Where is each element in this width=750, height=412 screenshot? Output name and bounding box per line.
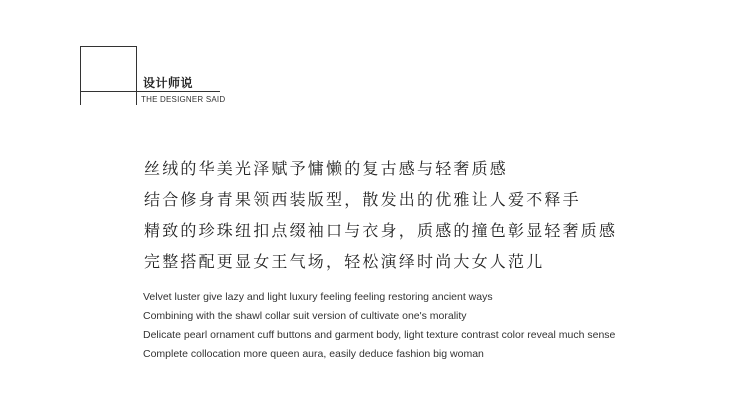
description-cn-line: 丝绒的华美光泽赋予慵懒的复古感与轻奢质感 bbox=[144, 159, 509, 178]
description-en-line: Velvet luster give lazy and light luxury feeling feeling restoring ancient ways bbox=[143, 291, 493, 303]
description-en-list bbox=[143, 288, 615, 364]
description-cn-line: 完整搭配更显女王气场，轻松演绎时尚大女人范儿 bbox=[144, 252, 545, 271]
heading-title-en: THE DESIGNER SAID bbox=[141, 95, 226, 104]
heading-title-cn: 设计师说 bbox=[143, 76, 194, 90]
description-cn-line: 结合修身青果领西装版型，散发出的优雅让人爱不释手 bbox=[144, 190, 581, 209]
description-en-line: Delicate pearl ornament cuff buttons and garment body, light texture contrast color reveal much sense bbox=[143, 329, 616, 341]
description-cn-list bbox=[144, 153, 617, 277]
description-cn-line: 精致的珍珠纽扣点缀袖口与衣身，质感的撞色彰显轻奢质感 bbox=[144, 221, 618, 240]
description-en-line: Combining with the shawl collar suit version of cultivate one's morality bbox=[143, 310, 467, 322]
heading-underline bbox=[80, 91, 220, 92]
heading-frame-box bbox=[80, 46, 137, 105]
description-en-line: Complete collocation more queen aura, easily deduce fashion big woman bbox=[143, 348, 484, 360]
